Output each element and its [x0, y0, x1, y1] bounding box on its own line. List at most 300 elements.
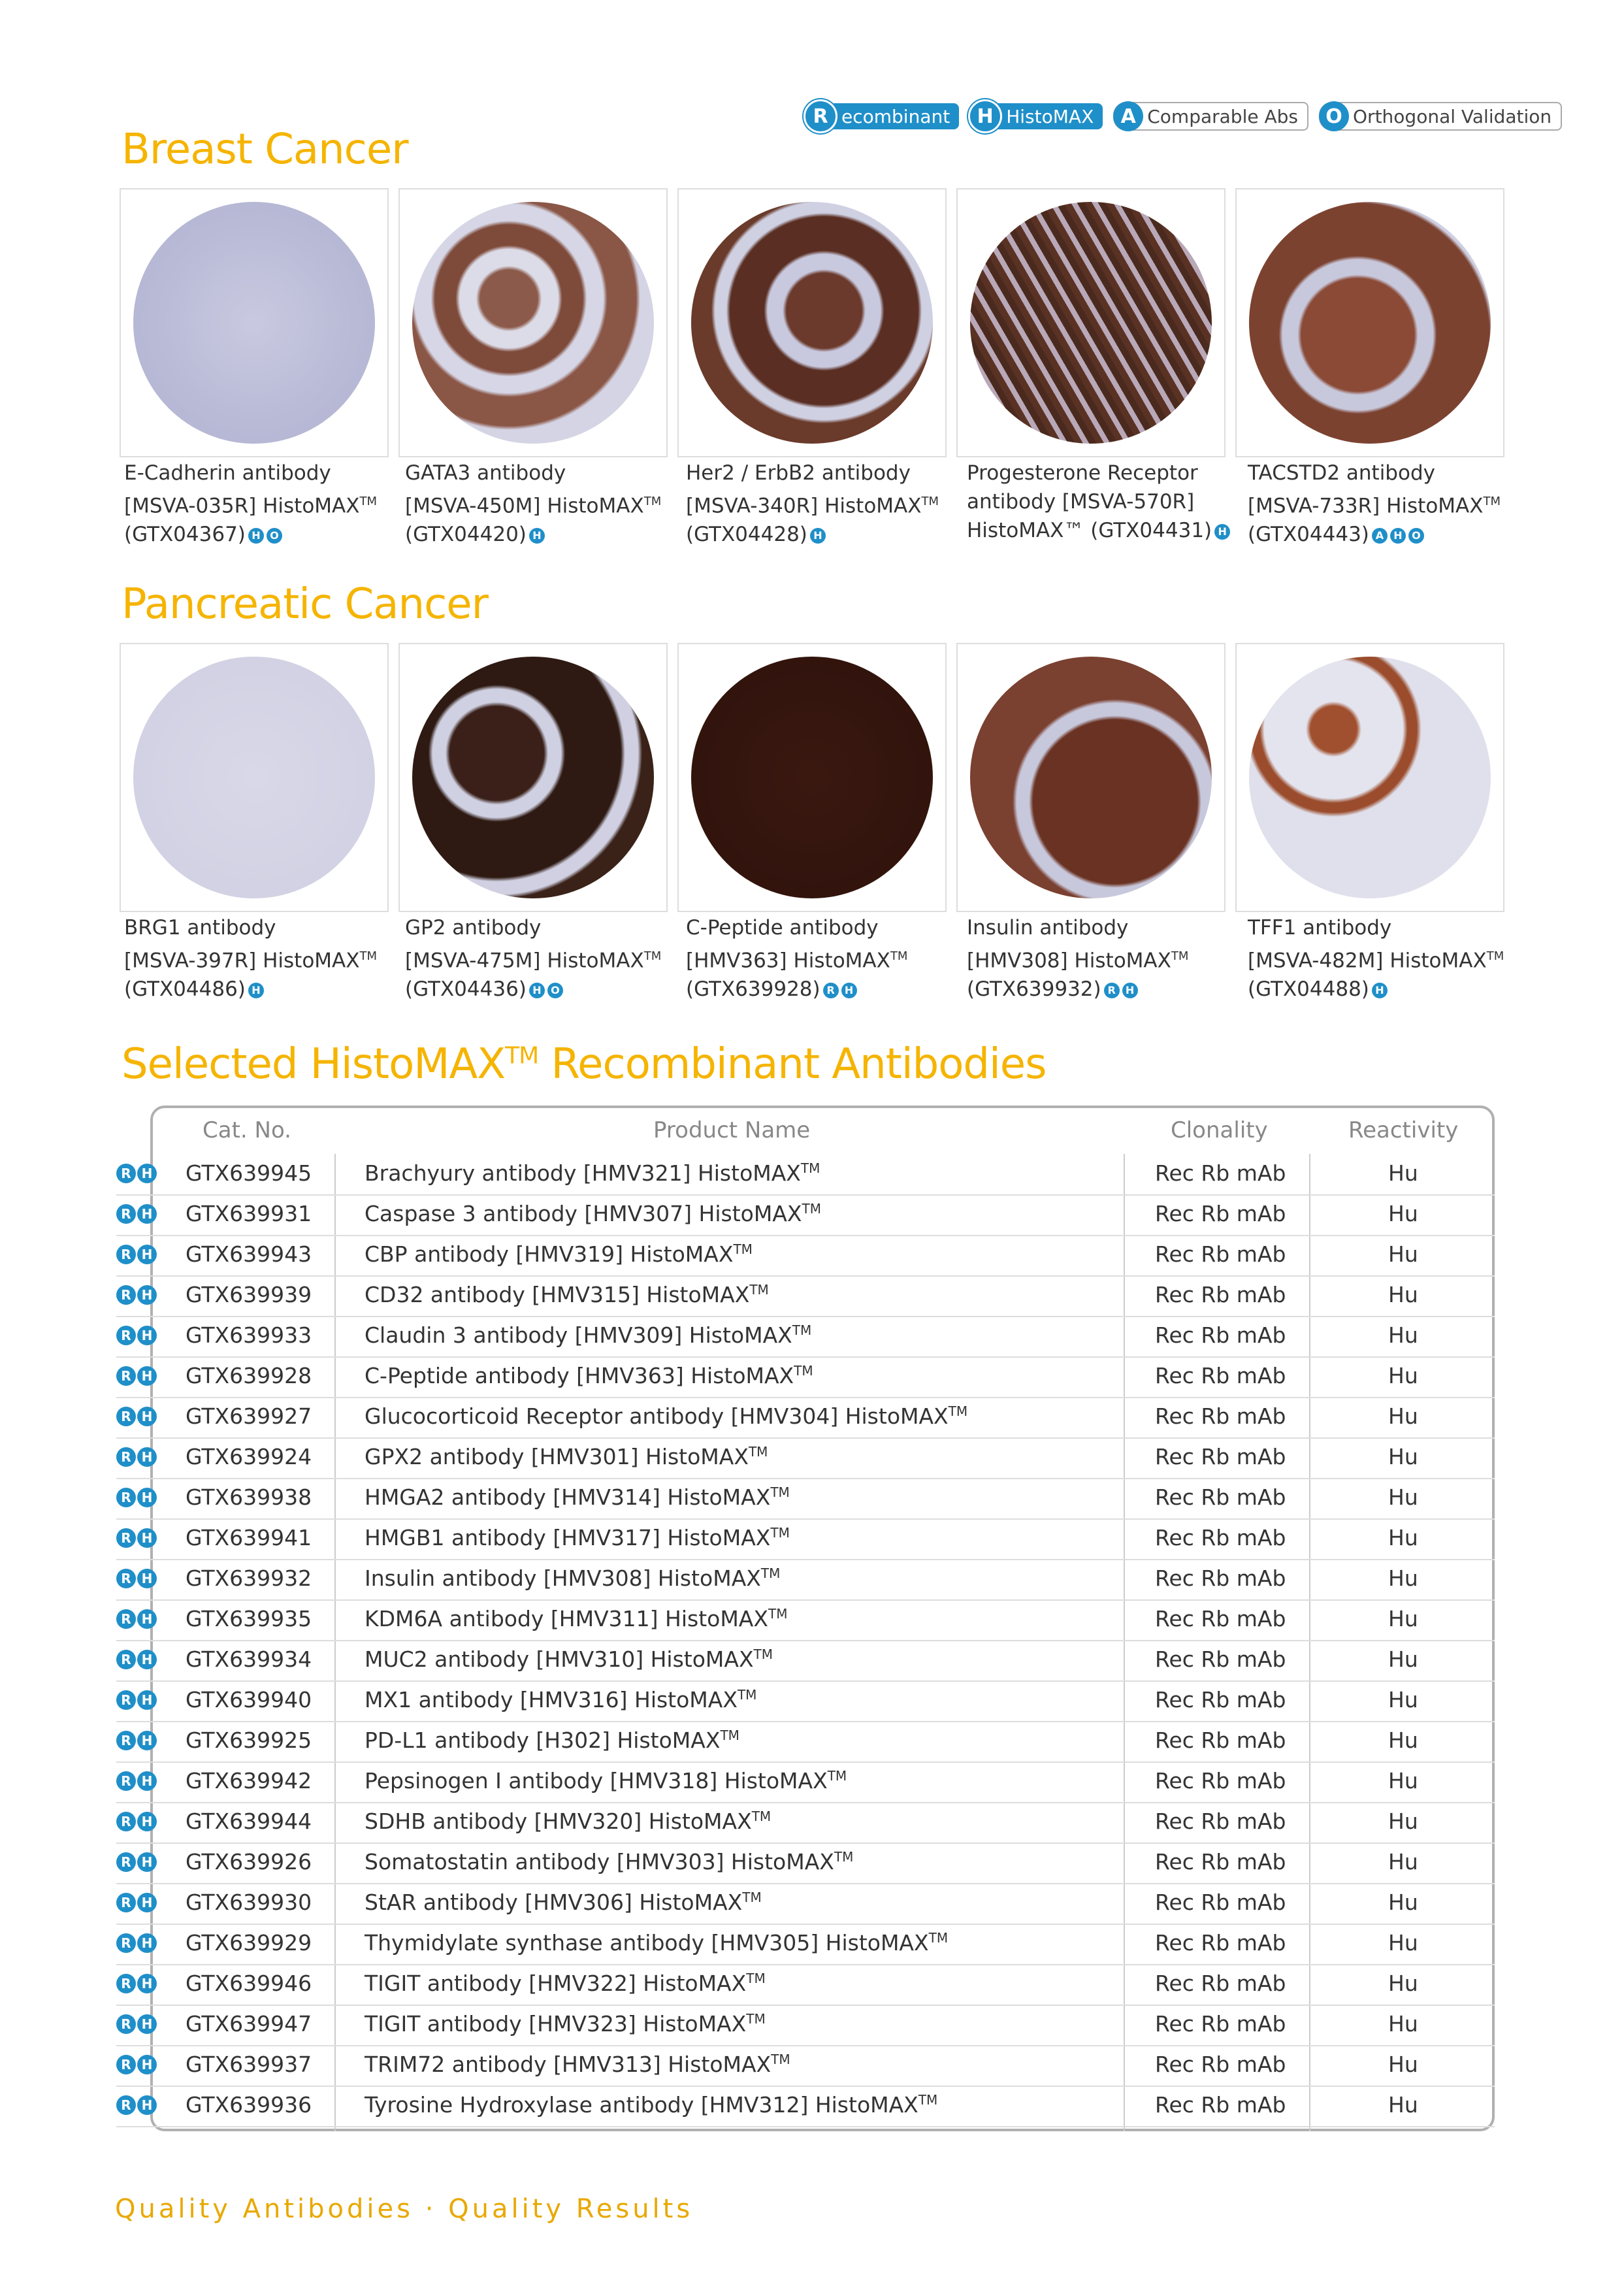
- row-badges: [116, 2095, 158, 2115]
- table-row: [116, 1194, 1495, 1236]
- histomax-icon: H: [137, 2095, 157, 2115]
- comparable-abs-icon: A: [1113, 101, 1143, 131]
- histomax-icon: H: [137, 1771, 157, 1791]
- caption-line: [MSVA-450M] HistoMAX: [405, 494, 644, 518]
- histomax-icon: H: [137, 1609, 157, 1629]
- reactivity: Hu: [1388, 1241, 1418, 1267]
- row-badges: [116, 1974, 158, 1993]
- recombinant-icon: R: [116, 1285, 136, 1305]
- histomax-icon: H: [137, 1974, 157, 1993]
- caption-line: Progesterone Receptor: [967, 461, 1198, 485]
- clonality: Rec Rb mAb: [1155, 1565, 1286, 1591]
- legend-recombinant: [805, 103, 959, 129]
- row-badges: [116, 1447, 158, 1467]
- histomax-icon: H: [137, 1893, 157, 1912]
- cat-no: GTX639933: [186, 1322, 312, 1348]
- table-title-tm: TM: [505, 1042, 539, 1070]
- legend-label: Orthogonal Validation: [1353, 105, 1552, 127]
- legend-label: ecombinant: [841, 105, 950, 127]
- table-row: [116, 1761, 1495, 1803]
- clonality: Rec Rb mAb: [1155, 1160, 1286, 1186]
- reactivity: Hu: [1388, 1646, 1418, 1672]
- clonality: Rec Rb mAb: [1155, 1363, 1286, 1388]
- product-name: Claudin 3 antibody [HMV309] HistoMAX™: [365, 1322, 812, 1348]
- table-row: [116, 1559, 1495, 1601]
- recombinant-icon: R: [116, 1731, 136, 1750]
- recombinant-icon: R: [116, 1204, 136, 1224]
- reactivity: Hu: [1388, 1890, 1418, 1915]
- reactivity: Hu: [1388, 1201, 1418, 1226]
- tissue-image: [1235, 188, 1504, 457]
- histomax-icon: H: [137, 1528, 157, 1548]
- histomax-icon: H: [137, 1852, 157, 1872]
- caption-line: BRG1 antibody: [124, 916, 276, 940]
- cat-no: GTX639931: [186, 1201, 312, 1226]
- product-name: HMGB1 antibody [HMV317] HistoMAX™: [365, 1525, 790, 1550]
- clonality: Rec Rb mAb: [1155, 1727, 1286, 1753]
- clonality: Rec Rb mAb: [1155, 1646, 1286, 1672]
- caption-line: antibody [MSVA-570R]: [967, 490, 1195, 514]
- cat-no: GTX639934: [186, 1646, 312, 1672]
- product-name-text: GPX2 antibody [HMV301] HistoMAX: [365, 1444, 749, 1469]
- pancreatic-tiles: [120, 643, 1504, 912]
- reactivity: Hu: [1388, 1809, 1418, 1834]
- recombinant-icon: R: [823, 983, 839, 998]
- clonality: Rec Rb mAb: [1155, 1322, 1286, 1348]
- row-badges: [116, 1569, 158, 1588]
- histomax-icon: H: [137, 1933, 157, 1953]
- product-name-text: TIGIT antibody [HMV322] HistoMAX: [365, 1971, 747, 1996]
- cat-no: GTX639938: [186, 1484, 312, 1510]
- cat-no: GTX639945: [186, 1160, 312, 1186]
- histomax-icon: H: [1122, 983, 1138, 998]
- product-name-text: C-Peptide antibody [HMV363] HistoMAX: [365, 1363, 794, 1388]
- product-name-text: TRIM72 antibody [HMV313] HistoMAX: [365, 2052, 771, 2077]
- tissue-image: [398, 643, 668, 912]
- clonality: Rec Rb mAb: [1155, 1809, 1286, 1834]
- pancreatic-captions: [124, 913, 1529, 1004]
- reactivity: Hu: [1388, 1363, 1418, 1388]
- product-name: MX1 antibody [HMV316] HistoMAX™: [365, 1687, 757, 1712]
- recombinant-icon: R: [116, 1326, 136, 1345]
- histomax-icon: H: [137, 1731, 157, 1750]
- cat-no: GTX639926: [186, 1849, 312, 1875]
- reactivity: Hu: [1388, 1606, 1418, 1631]
- table-row: [116, 1599, 1495, 1641]
- row-badges: [116, 2014, 158, 2034]
- tissue-image: [398, 188, 668, 457]
- caption-line: (GTX04488): [1248, 977, 1369, 1002]
- histomax-icon: H: [1372, 983, 1388, 998]
- table-row: [116, 1478, 1495, 1520]
- histomax-icon: H: [529, 528, 545, 544]
- caption-line: (GTX639932): [967, 977, 1101, 1002]
- histomax-icon: H: [137, 1488, 157, 1507]
- reactivity: Hu: [1388, 1849, 1418, 1875]
- product-name: KDM6A antibody [HMV311] HistoMAX™: [365, 1606, 788, 1631]
- product-name-text: StAR antibody [HMV306] HistoMAX: [365, 1890, 743, 1915]
- cat-no: GTX639935: [186, 1606, 312, 1631]
- table-row: [116, 2086, 1495, 2127]
- clonality: Rec Rb mAb: [1155, 1768, 1286, 1793]
- product-name-text: Insulin antibody [HMV308] HistoMAX: [365, 1565, 761, 1591]
- breast-captions: [124, 459, 1529, 549]
- caption-line: [MSVA-733R] HistoMAX: [1248, 494, 1484, 518]
- table-row: [116, 1356, 1495, 1398]
- row-badges: [116, 1852, 158, 1872]
- recombinant-icon: R: [116, 1609, 136, 1629]
- cat-no: GTX639946: [186, 1971, 312, 1996]
- caption-line: TFF1 antibody: [1248, 916, 1392, 940]
- reactivity: Hu: [1388, 1444, 1418, 1469]
- recombinant-icon: R: [1104, 983, 1120, 998]
- clonality: Rec Rb mAb: [1155, 1930, 1286, 1956]
- row-badges: [116, 1204, 158, 1224]
- header-cat-no: Cat. No.: [203, 1117, 291, 1143]
- reactivity: Hu: [1388, 1687, 1418, 1712]
- cat-no: GTX639941: [186, 1525, 312, 1550]
- caption: TACSTD2 antibody [MSVA-733R] HistoMAX™ (GTX04443) A H O: [1248, 459, 1529, 549]
- product-name: C-Peptide antibody [HMV363] HistoMAX™: [365, 1363, 813, 1388]
- histomax-icon: H: [248, 983, 264, 998]
- histomax-icon: H: [137, 1285, 157, 1305]
- cat-no: GTX639930: [186, 1890, 312, 1915]
- histomax-icon: H: [137, 1690, 157, 1710]
- cat-no: GTX639939: [186, 1282, 312, 1307]
- product-name: Insulin antibody [HMV308] HistoMAX™: [365, 1565, 781, 1591]
- product-name-text: Thymidylate synthase antibody [HMV305] HistoMAX: [365, 1930, 929, 1956]
- caption-line: (GTX04436): [405, 977, 527, 1002]
- row-badges: [116, 1164, 158, 1183]
- reactivity: Hu: [1388, 2052, 1418, 2077]
- row-badges: [116, 1326, 158, 1345]
- caption: TFF1 antibody [MSVA-482M] HistoMAX™ (GTX04488) H: [1248, 913, 1529, 1004]
- caption: GATA3 antibody [MSVA-450M] HistoMAX™ (GTX04420) H: [405, 459, 686, 549]
- product-name-text: MX1 antibody [HMV316] HistoMAX: [365, 1687, 738, 1712]
- legend-histomax: [969, 103, 1103, 129]
- row-badges: [116, 2055, 158, 2074]
- breast-tiles: [120, 188, 1504, 457]
- clonality: Rec Rb mAb: [1155, 1890, 1286, 1915]
- legend-comparable: [1113, 102, 1308, 131]
- caption-line: (GTX04428): [686, 523, 807, 547]
- product-name: Somatostatin antibody [HMV303] HistoMAX™: [365, 1849, 854, 1875]
- cat-no: GTX639927: [186, 1403, 312, 1429]
- cat-no: GTX639924: [186, 1444, 312, 1469]
- table-row: [116, 1721, 1495, 1763]
- recombinant-icon: R: [116, 1245, 136, 1264]
- histomax-icon: H: [841, 983, 857, 998]
- caption-line: [MSVA-035R] HistoMAX: [124, 494, 360, 518]
- header-reactivity: Reactivity: [1348, 1117, 1459, 1143]
- product-name-text: Brachyury antibody [HMV321] HistoMAX: [365, 1160, 801, 1186]
- histomax-icon: H: [1390, 528, 1406, 544]
- cat-no: GTX639947: [186, 2011, 312, 2037]
- row-badges: [116, 1245, 158, 1264]
- clonality: Rec Rb mAb: [1155, 2011, 1286, 2037]
- recombinant-icon: R: [116, 1488, 136, 1507]
- caption: E-Cadherin antibody [MSVA-035R] HistoMAX™ (GTX04367) H O: [124, 459, 405, 549]
- product-name-text: TIGIT antibody [HMV323] HistoMAX: [365, 2011, 747, 2037]
- table-title: [122, 1040, 1047, 1089]
- cat-no: GTX639943: [186, 1241, 312, 1267]
- caption-line: [MSVA-482M] HistoMAX: [1248, 949, 1487, 973]
- caption: C-Peptide antibody [HMV363] HistoMAX™ (GTX639928) R H: [686, 913, 967, 1004]
- caption-line: TACSTD2 antibody: [1248, 461, 1435, 485]
- cat-no: GTX639937: [186, 2052, 312, 2077]
- histomax-icon: H: [137, 1447, 157, 1467]
- product-name: HMGA2 antibody [HMV314] HistoMAX™: [365, 1484, 790, 1510]
- row-badges: [116, 1366, 158, 1386]
- cat-no: GTX639944: [186, 1809, 312, 1834]
- product-name-text: SDHB antibody [HMV320] HistoMAX: [365, 1809, 752, 1834]
- recombinant-icon: R: [116, 1893, 136, 1912]
- clonality: Rec Rb mAb: [1155, 1241, 1286, 1267]
- product-name: Pepsinogen I antibody [HMV318] HistoMAX™: [365, 1768, 847, 1793]
- histomax-icon: H: [137, 1407, 157, 1426]
- table-row: [116, 2005, 1495, 2046]
- histomax-icon: H: [529, 983, 545, 998]
- tissue-image: [677, 188, 947, 457]
- caption-line: [MSVA-340R] HistoMAX: [686, 494, 922, 518]
- reactivity: Hu: [1388, 1525, 1418, 1550]
- product-name-text: Glucocorticoid Receptor antibody [HMV304] HistoMAX: [365, 1403, 949, 1429]
- orthogonal-validation-icon: O: [1408, 528, 1424, 544]
- product-name: CD32 antibody [HMV315] HistoMAX™: [365, 1282, 769, 1307]
- recombinant-icon: R: [116, 1447, 136, 1467]
- product-name: Tyrosine Hydroxylase antibody [HMV312] HistoMAX™: [365, 2092, 938, 2118]
- product-name: TIGIT antibody [HMV322] HistoMAX™: [365, 1971, 766, 1996]
- product-name: GPX2 antibody [HMV301] HistoMAX™: [365, 1444, 768, 1469]
- product-name-text: Somatostatin antibody [HMV303] HistoMAX: [365, 1849, 834, 1875]
- product-name: MUC2 antibody [HMV310] HistoMAX™: [365, 1646, 773, 1672]
- recombinant-icon: R: [804, 99, 837, 133]
- histomax-icon: H: [968, 99, 1002, 133]
- tissue-image: [956, 643, 1226, 912]
- row-badges: [116, 1650, 158, 1669]
- clonality: Rec Rb mAb: [1155, 2092, 1286, 2118]
- reactivity: Hu: [1388, 1282, 1418, 1307]
- legend-orthogonal: [1319, 102, 1562, 131]
- caption-line: (GTX04367): [124, 523, 246, 547]
- histomax-icon: H: [1214, 524, 1230, 540]
- table-title-rest: Recombinant Antibodies: [538, 1040, 1047, 1089]
- recombinant-icon: R: [116, 1974, 136, 1993]
- reactivity: Hu: [1388, 1160, 1418, 1186]
- product-name: CBP antibody [HMV319] HistoMAX™: [365, 1241, 753, 1267]
- orthogonal-validation-icon: O: [547, 983, 563, 998]
- table-row: [116, 1397, 1495, 1439]
- caption: [967, 459, 1248, 549]
- cat-no: GTX639928: [186, 1363, 312, 1388]
- tissue-image: [956, 188, 1226, 457]
- clonality: Rec Rb mAb: [1155, 1687, 1286, 1712]
- legend-label: HistoMAX: [1006, 105, 1094, 127]
- table-row: [116, 1964, 1495, 2006]
- pancreatic-cancer-title: Pancreatic Cancer: [122, 580, 488, 629]
- caption-line: Her2 / ErbB2 antibody: [686, 461, 911, 485]
- caption-line: (GTX04443): [1248, 523, 1369, 547]
- product-name-text: Tyrosine Hydroxylase antibody [HMV312] HistoMAX: [365, 2092, 918, 2118]
- row-badges: [116, 1285, 158, 1305]
- product-name-text: CBP antibody [HMV319] HistoMAX: [365, 1241, 734, 1267]
- reactivity: Hu: [1388, 1484, 1418, 1510]
- histomax-icon: H: [137, 1326, 157, 1345]
- tissue-image: [677, 643, 947, 912]
- histomax-icon: H: [137, 2055, 157, 2074]
- recombinant-icon: R: [116, 1771, 136, 1791]
- cat-no: GTX639925: [186, 1727, 312, 1753]
- reactivity: Hu: [1388, 1971, 1418, 1996]
- reactivity: Hu: [1388, 1768, 1418, 1793]
- table-row: [116, 1680, 1495, 1722]
- recombinant-icon: R: [116, 1852, 136, 1872]
- clonality: Rec Rb mAb: [1155, 1282, 1286, 1307]
- table-row: [116, 1518, 1495, 1560]
- table-row: [116, 1316, 1495, 1358]
- table-row: [116, 1842, 1495, 1884]
- histomax-icon: H: [248, 528, 264, 544]
- table-row: [116, 1235, 1495, 1277]
- caption: Her2 / ErbB2 antibody [MSVA-340R] HistoMAX™ (GTX04428) H: [686, 459, 967, 549]
- row-badges: [116, 1812, 158, 1831]
- product-name-text: Pepsinogen I antibody [HMV318] HistoMAX: [365, 1768, 828, 1793]
- row-badges: [116, 1407, 158, 1426]
- recombinant-icon: R: [116, 1812, 136, 1831]
- row-badges: [116, 1893, 158, 1912]
- legend-label: Comparable Abs: [1147, 105, 1299, 127]
- recombinant-icon: R: [116, 1690, 136, 1710]
- product-name: Glucocorticoid Receptor antibody [HMV304] HistoMAX™: [365, 1403, 968, 1429]
- row-badges: [116, 1771, 158, 1791]
- table-row: [116, 1883, 1495, 1925]
- row-badges: [116, 1528, 158, 1548]
- table-row: [116, 2045, 1495, 2087]
- caption: GP2 antibody [MSVA-475M] HistoMAX™ (GTX04436) H O: [405, 913, 686, 1004]
- product-name: TRIM72 antibody [HMV313] HistoMAX™: [365, 2052, 790, 2077]
- orthogonal-validation-icon: O: [1319, 101, 1349, 131]
- histomax-icon: H: [137, 2014, 157, 2034]
- table-title-text: Selected HistoMAX: [122, 1040, 506, 1089]
- badge-legend: [805, 102, 1562, 131]
- reactivity: Hu: [1388, 1930, 1418, 1956]
- clonality: Rec Rb mAb: [1155, 2052, 1286, 2077]
- table-row: [116, 1802, 1495, 1844]
- product-name: PD-L1 antibody [H302] HistoMAX™: [365, 1727, 739, 1753]
- recombinant-icon: R: [116, 1164, 136, 1183]
- histomax-icon: H: [137, 1164, 157, 1183]
- table-row: [116, 1924, 1495, 1965]
- histomax-icon: H: [810, 528, 826, 544]
- header-product-name: Product Name: [653, 1117, 811, 1143]
- reactivity: Hu: [1388, 2092, 1418, 2118]
- clonality: Rec Rb mAb: [1155, 1525, 1286, 1550]
- product-name-text: KDM6A antibody [HMV311] HistoMAX: [365, 1606, 768, 1631]
- recombinant-icon: R: [116, 2095, 136, 2115]
- row-badges: [116, 1609, 158, 1629]
- recombinant-icon: R: [116, 1366, 136, 1386]
- caption-line: [MSVA-475M] HistoMAX: [405, 949, 644, 973]
- clonality: Rec Rb mAb: [1155, 1849, 1286, 1875]
- product-name-text: HMGB1 antibody [HMV317] HistoMAX: [365, 1525, 771, 1550]
- row-badges: [116, 1690, 158, 1710]
- reactivity: Hu: [1388, 1403, 1418, 1429]
- product-name-text: MUC2 antibody [HMV310] HistoMAX: [365, 1646, 754, 1672]
- histomax-icon: H: [137, 1245, 157, 1264]
- cat-no: GTX639932: [186, 1565, 312, 1591]
- product-name-text: Caspase 3 antibody [HMV307] HistoMAX: [365, 1201, 802, 1226]
- histomax-icon: H: [137, 1569, 157, 1588]
- caption-line: E-Cadherin antibody: [124, 461, 331, 485]
- caption-line: (GTX04486): [124, 977, 246, 1002]
- row-badges: [116, 1933, 158, 1953]
- product-name-text: PD-L1 antibody [H302] HistoMAX: [365, 1727, 721, 1753]
- footer-tagline: Quality Antibodies · Quality Results: [115, 2194, 694, 2224]
- product-name: Caspase 3 antibody [HMV307] HistoMAX™: [365, 1201, 821, 1226]
- comparable-abs-icon: A: [1372, 528, 1388, 544]
- cat-no: GTX639936: [186, 2092, 312, 2118]
- row-badges: [116, 1488, 158, 1507]
- table-row: [116, 1640, 1495, 1682]
- caption-line: [HMV308] HistoMAX: [967, 949, 1171, 973]
- caption-line: HistoMAX™ (GTX04431): [967, 519, 1212, 542]
- recombinant-icon: R: [116, 1407, 136, 1426]
- product-name: TIGIT antibody [HMV323] HistoMAX™: [365, 2011, 766, 2037]
- recombinant-icon: R: [116, 1933, 136, 1953]
- caption-line: [HMV363] HistoMAX: [686, 949, 890, 973]
- recombinant-icon: R: [116, 2014, 136, 2034]
- reactivity: Hu: [1388, 1727, 1418, 1753]
- reactivity: Hu: [1388, 1565, 1418, 1591]
- clonality: Rec Rb mAb: [1155, 1201, 1286, 1226]
- product-name-text: CD32 antibody [HMV315] HistoMAX: [365, 1282, 750, 1307]
- breast-cancer-title: Breast Cancer: [122, 125, 408, 174]
- recombinant-icon: R: [116, 1650, 136, 1669]
- caption-line: Insulin antibody: [967, 916, 1129, 940]
- caption-line: C-Peptide antibody: [686, 916, 879, 940]
- clonality: Rec Rb mAb: [1155, 1403, 1286, 1429]
- recombinant-icon: R: [116, 1569, 136, 1588]
- clonality: Rec Rb mAb: [1155, 1484, 1286, 1510]
- table-row: [116, 1275, 1495, 1317]
- cat-no: GTX639942: [186, 1768, 312, 1793]
- caption-line: (GTX639928): [686, 977, 820, 1002]
- row-badges: [116, 1731, 158, 1750]
- caption-line: GP2 antibody: [405, 916, 542, 940]
- caption-line: [MSVA-397R] HistoMAX: [124, 949, 360, 973]
- clonality: Rec Rb mAb: [1155, 1606, 1286, 1631]
- recombinant-icon: R: [116, 2055, 136, 2074]
- caption: Insulin antibody [HMV308] HistoMAX™ (GTX639932) R H: [967, 913, 1248, 1004]
- tissue-image: [120, 643, 389, 912]
- product-name: SDHB antibody [HMV320] HistoMAX™: [365, 1809, 771, 1834]
- header-clonality: Clonality: [1171, 1117, 1268, 1143]
- product-name: Brachyury antibody [HMV321] HistoMAX™: [365, 1160, 820, 1186]
- tissue-image: [120, 188, 389, 457]
- histomax-icon: H: [137, 1650, 157, 1669]
- caption-line: GATA3 antibody: [405, 461, 566, 485]
- caption-line: (GTX04420): [405, 523, 527, 547]
- cat-no: GTX639929: [186, 1930, 312, 1956]
- orthogonal-validation-icon: O: [267, 528, 282, 544]
- product-name-text: HMGA2 antibody [HMV314] HistoMAX: [365, 1484, 771, 1510]
- cat-no: GTX639940: [186, 1687, 312, 1712]
- clonality: Rec Rb mAb: [1155, 1971, 1286, 1996]
- histomax-icon: H: [137, 1204, 157, 1224]
- product-name: StAR antibody [HMV306] HistoMAX™: [365, 1890, 762, 1915]
- caption: BRG1 antibody [MSVA-397R] HistoMAX™ (GTX04486) H: [124, 913, 405, 1004]
- product-name: Thymidylate synthase antibody [HMV305] HistoMAX™: [365, 1930, 949, 1956]
